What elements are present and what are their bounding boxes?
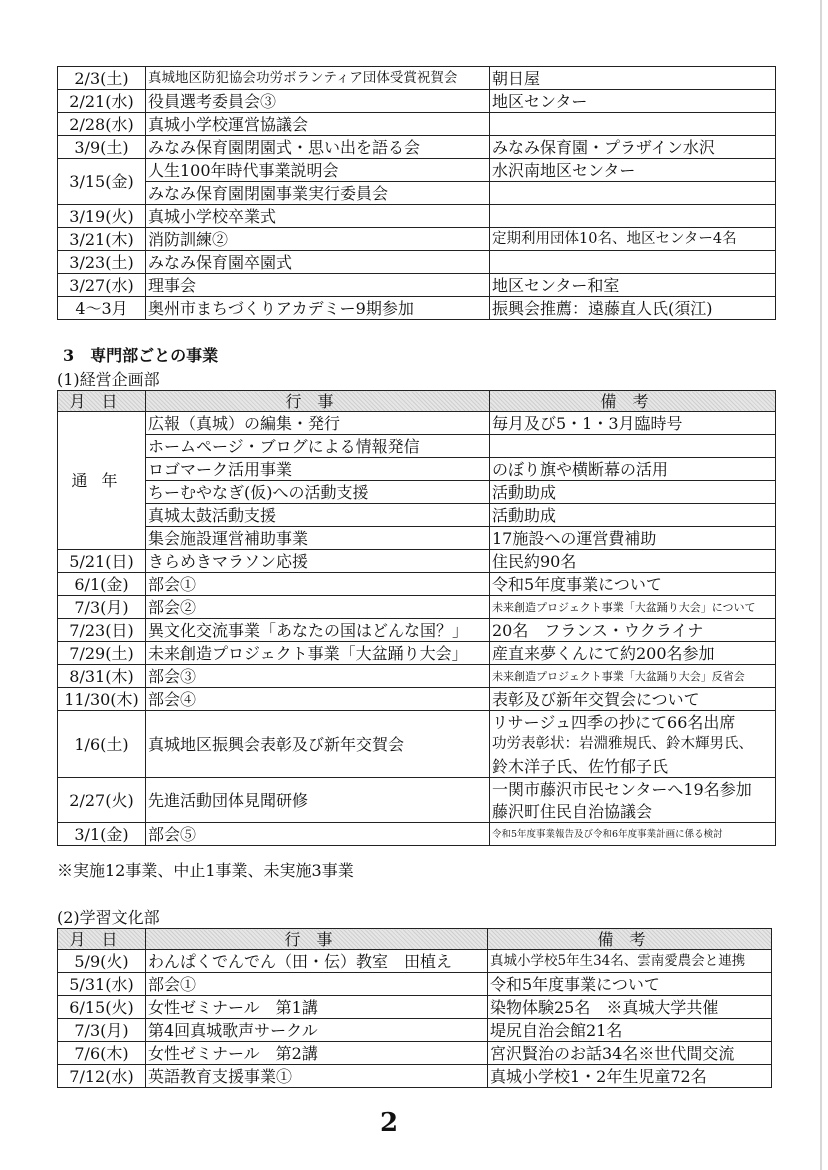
note-cell: 真城小学校1・2年生児童72名: [488, 1065, 772, 1088]
event-cell: 真城太鼓活動支援: [146, 504, 490, 527]
table-row: [58, 619, 776, 642]
table-row: [58, 996, 772, 1019]
dept2-title: (2)学習文化部: [57, 908, 160, 927]
note-cell: 毎月及び5・1・3月臨時号: [490, 412, 776, 435]
note-cell: 未来創造プロジェクト事業「大盆踊り大会」について: [490, 596, 776, 619]
note-line: 一関市藤沢市民センターへ19名参加: [490, 778, 776, 801]
table-row: [58, 136, 776, 159]
event-cell: 部会①: [146, 573, 490, 596]
date-cell: 3/19(火): [58, 205, 146, 228]
event-cell: 理事会: [146, 274, 490, 297]
note-cell: [490, 113, 776, 136]
note-cell: [490, 182, 776, 205]
date-cell: 8/31(木): [58, 665, 146, 688]
event-cell: みなみ保育園閉園式・思い出を語る会: [146, 136, 490, 159]
event-cell: 真城小学校運営協議会: [146, 113, 490, 136]
dept2-table: [57, 928, 772, 1088]
event-cell: わんぱくでんでん（田・伝）教室 田植え: [146, 950, 488, 973]
note-cell: 水沢南地区センター: [490, 159, 776, 182]
event-cell: 未来創造プロジェクト事業「大盆踊り大会」: [146, 642, 490, 665]
page-number: 2: [380, 1108, 399, 1138]
event-cell: 女性ゼミナール 第1講: [146, 996, 488, 1019]
date-cell: 5/9(火): [58, 950, 146, 973]
note-line: 藤沢町住民自治協議会: [490, 800, 776, 823]
table-row: [58, 596, 776, 619]
table-row: [58, 1065, 772, 1088]
table-row: [58, 1042, 772, 1065]
section-title: 3 専門部ごとの事業: [63, 346, 219, 365]
date-cell: 7/6(木): [58, 1042, 146, 1065]
date-cell: 3/27(水): [58, 274, 146, 297]
table-row: [58, 778, 776, 801]
date-cell: 7/29(土): [58, 642, 146, 665]
note-cell: [490, 251, 776, 274]
date-cell: 4〜3月: [58, 297, 146, 320]
dept1-title: (1)経営企画部: [57, 370, 160, 389]
year-round-cell: 通年: [58, 412, 146, 550]
date-cell: 7/12(水): [58, 1065, 146, 1088]
date-cell: 7/23(日): [58, 619, 146, 642]
table-row: [58, 412, 776, 435]
date-cell: 7/3(月): [58, 596, 146, 619]
event-cell: 役員選考委員会③: [146, 90, 490, 113]
event-cell: 異文化交流事業「あなたの国はどんな国？」: [146, 619, 490, 642]
event-cell: ちーむやなぎ(仮)への活動支援: [146, 481, 490, 504]
date-cell: 5/21(日): [58, 550, 146, 573]
page-edge-line: [820, 0, 822, 1170]
note-cell: 活動助成: [490, 504, 776, 527]
date-cell: 3/21(木): [58, 228, 146, 251]
note-cell: 20名 フランス・ウクライナ: [490, 619, 776, 642]
table-header-row: [58, 391, 776, 412]
table-row: [58, 251, 776, 274]
date-cell: 2/28(水): [58, 113, 146, 136]
date-cell: 6/15(火): [58, 996, 146, 1019]
event-cell: 奥州市まちづくりアカデミー9期参加: [146, 297, 490, 320]
table-row: [58, 228, 776, 251]
note-cell: 堤尻自治会館21名: [488, 1019, 772, 1042]
table-row: [58, 527, 776, 550]
note-cell: 産直来夢くんにて約200名参加: [490, 642, 776, 665]
table-row: [58, 1019, 772, 1042]
date-cell: 6/1(金): [58, 573, 146, 596]
note-cell: 表彰及び新年交賀会について: [490, 688, 776, 711]
date-cell: 3/1(金): [58, 823, 146, 846]
table-row: [58, 90, 776, 113]
table-row: [58, 573, 776, 596]
table-header-row: [58, 929, 772, 950]
note-cell: 染物体験25名 ※真城大学共催: [488, 996, 772, 1019]
table-row: [58, 711, 776, 734]
date-cell: 3/9(土): [58, 136, 146, 159]
event-cell: 部会⑤: [146, 823, 490, 846]
note-cell: 住民約90名: [490, 550, 776, 573]
note-cell: 振興会推薦：遠藤直人氏(須江): [490, 297, 776, 320]
event-cell: 広報（真城）の編集・発行: [146, 412, 490, 435]
table-row: [58, 481, 776, 504]
event-cell: 人生100年時代事業説明会: [146, 159, 490, 182]
table-row: [58, 182, 776, 205]
note-cell: のぼり旗や横断幕の活用: [490, 458, 776, 481]
table-row: [58, 458, 776, 481]
note-cell: 真城小学校5年生34名、雲南愛農会と連携: [488, 950, 772, 973]
table-row: [58, 435, 776, 458]
header-event: 行事: [146, 391, 490, 412]
table-row: [58, 950, 772, 973]
event-cell: 真城地区防犯協会功労ボランティア団体受賞祝賀会: [146, 67, 490, 90]
note-cell: 活動助成: [490, 481, 776, 504]
table-row: [58, 205, 776, 228]
table-row: [58, 642, 776, 665]
event-cell: 部会①: [146, 973, 488, 996]
note-cell: [490, 205, 776, 228]
note-cell: 定期利用団体10名、地区センター4名: [490, 228, 776, 251]
date-cell: 3/15(金): [58, 159, 146, 205]
table-row: [58, 550, 776, 573]
date-cell: 2/27(火): [58, 778, 146, 823]
event-cell: 消防訓練②: [146, 228, 490, 251]
note-cell: 令和5年度事業について: [488, 973, 772, 996]
date-cell: 5/31(水): [58, 973, 146, 996]
note-cell: 令和5年度事業報告及び令和6年度事業計画に係る検討: [490, 823, 776, 846]
event-cell: 真城地区振興会表彰及び新年交賀会: [146, 711, 490, 778]
event-cell: ロゴマーク活用事業: [146, 458, 490, 481]
note-line: リサージュ四季の抄にて66名出席: [490, 711, 776, 734]
event-cell: 部会③: [146, 665, 490, 688]
event-cell: 部会②: [146, 596, 490, 619]
note-cell: [490, 435, 776, 458]
table-row: [58, 297, 776, 320]
event-cell: きらめきマラソン応援: [146, 550, 490, 573]
date-cell: 11/30(木): [58, 688, 146, 711]
header-date: 月日: [58, 929, 146, 950]
note-cell: 令和5年度事業について: [490, 573, 776, 596]
schedule-table: [57, 66, 776, 320]
header-event: 行事: [146, 929, 488, 950]
table-row: [58, 973, 772, 996]
table-row: [58, 274, 776, 297]
header-note: 備考: [490, 391, 776, 412]
event-cell: みなみ保育園閉園事業実行委員会: [146, 182, 490, 205]
event-cell: 先進活動団体見聞研修: [146, 778, 490, 823]
event-cell: 部会④: [146, 688, 490, 711]
event-cell: みなみ保育園卒園式: [146, 251, 490, 274]
date-cell: 7/3(月): [58, 1019, 146, 1042]
dept1-summary: ※実施12事業、中止1事業、未実施3事業: [57, 861, 354, 880]
event-cell: ホームページ・ブログによる情報発信: [146, 435, 490, 458]
note-cell: 17施設への運営費補助: [490, 527, 776, 550]
table-row: [58, 823, 776, 846]
note-cell: 地区センター和室: [490, 274, 776, 297]
header-date: 月日: [58, 391, 146, 412]
table-row: [58, 159, 776, 182]
note-cell: 宮沢賢治のお話34名※世代間交流: [488, 1042, 772, 1065]
note-line: 功労表彰状：岩淵雅規氏、鈴木輝男氏、: [490, 733, 776, 755]
note-cell: 未来創造プロジェクト事業「大盆踊り大会」反省会: [490, 665, 776, 688]
note-cell: 地区センター: [490, 90, 776, 113]
dept1-table: [57, 390, 776, 846]
table-row: [58, 67, 776, 90]
event-cell: 集会施設運営補助事業: [146, 527, 490, 550]
header-note: 備考: [488, 929, 772, 950]
note-cell: みなみ保育園・プラザイン水沢: [490, 136, 776, 159]
date-cell: 3/23(土): [58, 251, 146, 274]
table-row: [58, 688, 776, 711]
event-cell: 女性ゼミナール 第2講: [146, 1042, 488, 1065]
date-cell: 1/6(土): [58, 711, 146, 778]
date-cell: 2/21(水): [58, 90, 146, 113]
note-line: 鈴木洋子氏、佐竹郁子氏: [490, 755, 776, 778]
table-row: [58, 504, 776, 527]
note-cell: 朝日屋: [490, 67, 776, 90]
table-row: [58, 113, 776, 136]
date-cell: 2/3(土): [58, 67, 146, 90]
event-cell: 英語教育支援事業①: [146, 1065, 488, 1088]
table-row: [58, 665, 776, 688]
event-cell: 真城小学校卒業式: [146, 205, 490, 228]
event-cell: 第4回真城歌声サークル: [146, 1019, 488, 1042]
